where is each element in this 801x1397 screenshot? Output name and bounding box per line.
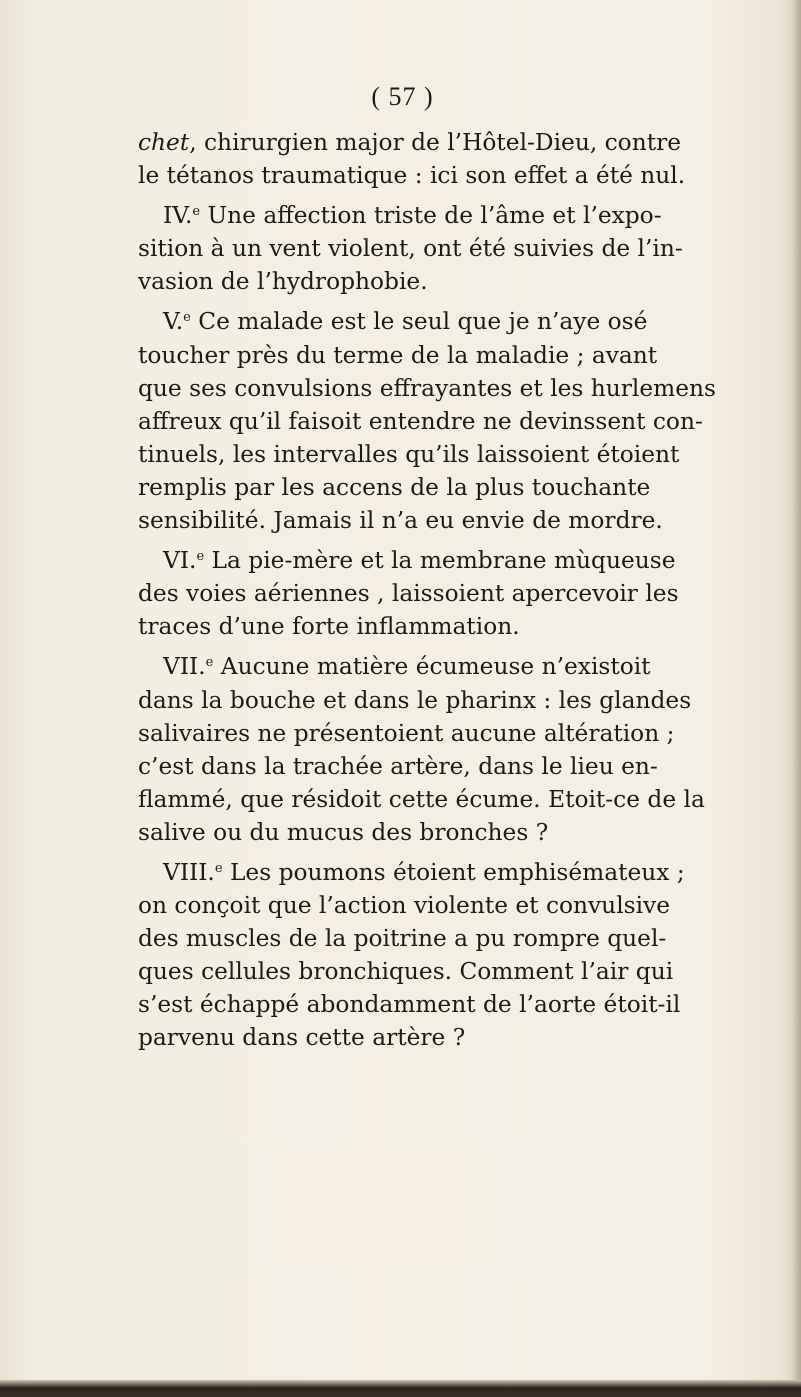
text-line: parvenu dans cette artère ? <box>138 1024 466 1052</box>
text-line: le tétanos traumatique : ici son effet a été nul. <box>138 162 686 190</box>
text-line <box>138 126 681 159</box>
text-line: remplis par les accens de la plus touchante <box>138 473 651 501</box>
text-line: on conçoit que l’action violente et convulsive <box>138 892 670 920</box>
paragraph-vi <box>138 544 679 643</box>
page-bottom-edge <box>0 1380 801 1397</box>
numeral-superscript: e <box>214 860 223 876</box>
text-line: des voies aériennes , laissoient apercevoir les <box>138 580 679 608</box>
text-line: salive ou du mucus des bronches ? <box>138 818 549 846</box>
text-line: vasion de l’hydrophobie. <box>138 268 428 296</box>
page-number: ( 57 ) <box>371 82 434 111</box>
text-line: dans la bouche et dans le pharinx : les glandes <box>138 686 692 714</box>
numeral-superscript: e <box>183 310 191 326</box>
text-line: des muscles de la poitrine a pu rompre quel- <box>138 925 667 953</box>
numeral-superscript: e <box>205 655 214 671</box>
text-line <box>138 856 685 889</box>
text-line <box>138 199 662 232</box>
text-line <box>138 544 676 577</box>
paragraph-numeral: VIII. <box>163 858 215 886</box>
line-text: La pie-mère et la membrane mùqueuse <box>204 547 676 575</box>
line-text: Les poumons étoient emphisémateux ; <box>222 858 685 886</box>
text-line: ques cellules bronchiques. Comment l’air qui <box>138 958 674 986</box>
paragraph-viii <box>138 856 685 1055</box>
text-line: affreux qu’il faisoit entendre ne devinssent con- <box>138 407 703 435</box>
text-line: s’est échappé abondamment de l’aorte étoit-il <box>138 991 681 1019</box>
line-text: Ce malade est le seul que je n’aye osé <box>190 308 648 336</box>
paragraph-numeral: IV. <box>163 202 193 230</box>
text-line: flammé, que résidoit cette écume. Etoit-ce de la <box>138 785 705 813</box>
numeral-superscript: e <box>196 549 205 565</box>
paragraph-numeral: VI. <box>163 547 197 575</box>
page-edge-shadow <box>791 0 801 1397</box>
line-text: Aucune matière écumeuse n’existoit <box>213 653 651 681</box>
text-line: sensibilité. Jamais il n’a eu envie de mordre. <box>138 507 663 535</box>
italic-word: chet <box>138 129 190 156</box>
paragraph-numeral: V. <box>163 308 184 336</box>
text-line: toucher près du terme de la maladie ; avant <box>138 341 658 369</box>
numeral-superscript: e <box>192 204 201 220</box>
line-text: Une affection triste de l’âme et l’expo- <box>200 202 662 230</box>
paragraph-continuation <box>138 126 686 192</box>
text-line <box>138 305 648 338</box>
text-line: salivaires ne présentoient aucune altération ; <box>138 719 675 747</box>
text-line: sition à un vent violent, ont été suivies de l’in- <box>138 235 683 263</box>
paragraph-iv <box>138 199 683 298</box>
text-line: tinuels, les intervalles qu’ils laissoient étoient <box>138 440 680 468</box>
body-text <box>138 126 717 1055</box>
text-line: que ses convulsions effrayantes et les hurlemens <box>138 374 717 402</box>
paragraph-numeral: VII. <box>163 653 206 681</box>
line-text: , chirurgien major de l’Hôtel-Dieu, contre <box>189 129 681 156</box>
text-line <box>138 650 651 683</box>
text-line: traces d’une forte inflammation. <box>138 613 520 641</box>
text-line: c’est dans la trachée artère, dans le lieu en- <box>138 752 658 780</box>
paragraph-vii <box>138 650 705 849</box>
paragraph-v <box>138 305 717 537</box>
